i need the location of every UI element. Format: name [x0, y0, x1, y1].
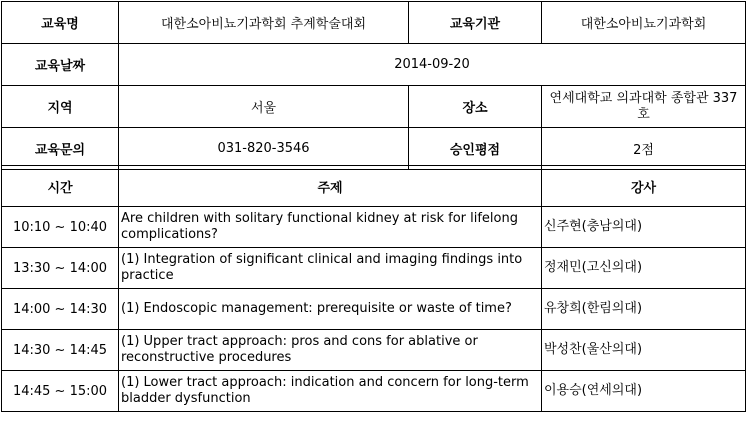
course-name-label: 교육명: [2, 2, 119, 44]
session-time: 13:30 ~ 14:00: [2, 248, 119, 289]
session-speaker: 박성찬(울산의대): [542, 330, 746, 371]
session-time: 14:45 ~ 15:00: [2, 371, 119, 412]
session-time: 14:00 ~ 14:30: [2, 289, 119, 330]
table-row: [2, 330, 746, 371]
table-row: [2, 207, 746, 248]
session-speaker: 정재민(고신의대): [542, 248, 746, 289]
venue-label: 장소: [409, 86, 542, 128]
session-speaker: 신주현(충남의대): [542, 207, 746, 248]
contact-row: [2, 128, 746, 170]
session-time: 10:10 ~ 10:40: [2, 207, 119, 248]
venue-value: 연세대학교 의과대학 종합관 337호: [542, 86, 746, 128]
table-row: [2, 289, 746, 330]
table-row: [2, 371, 746, 412]
points-value: 2점: [542, 128, 746, 170]
schedule-table: [1, 165, 746, 412]
date-row: [2, 44, 746, 86]
session-speaker: 이용승(연세의대): [542, 371, 746, 412]
session-topic: (1) Endoscopic management: prerequisite or waste of time?: [119, 289, 542, 330]
session-topic: (1) Lower tract approach: indication and concern for long-term bladder dysfunction: [119, 371, 542, 412]
education-info-table: [1, 1, 746, 170]
contact-value: 031-820-3546: [119, 128, 409, 170]
institution-value: 대한소아비뇨기과학회: [542, 2, 746, 44]
schedule-header-row: [2, 166, 746, 207]
speaker-header: 강사: [542, 166, 746, 207]
session-time: 14:30 ~ 14:45: [2, 330, 119, 371]
region-value: 서울: [119, 86, 409, 128]
date-value: 2014-09-20: [119, 44, 746, 86]
session-topic: Are children with solitary functional kidney at risk for lifelong complications?: [119, 207, 542, 248]
region-label: 지역: [2, 86, 119, 128]
session-topic: (1) Upper tract approach: pros and cons for ablative or reconstructive procedures: [119, 330, 542, 371]
institution-label: 교육기관: [409, 2, 542, 44]
time-header: 시간: [2, 166, 119, 207]
points-label: 승인평점: [409, 128, 542, 170]
date-label: 교육날짜: [2, 44, 119, 86]
session-topic: (1) Integration of significant clinical and imaging findings into practice: [119, 248, 542, 289]
course-name-value: 대한소아비뇨기과학회 추계학술대회: [119, 2, 409, 44]
topic-header: 주제: [119, 166, 542, 207]
table-row: [2, 248, 746, 289]
contact-label: 교육문의: [2, 128, 119, 170]
session-speaker: 유창희(한림의대): [542, 289, 746, 330]
location-row: [2, 86, 746, 128]
course-row: [2, 2, 746, 44]
